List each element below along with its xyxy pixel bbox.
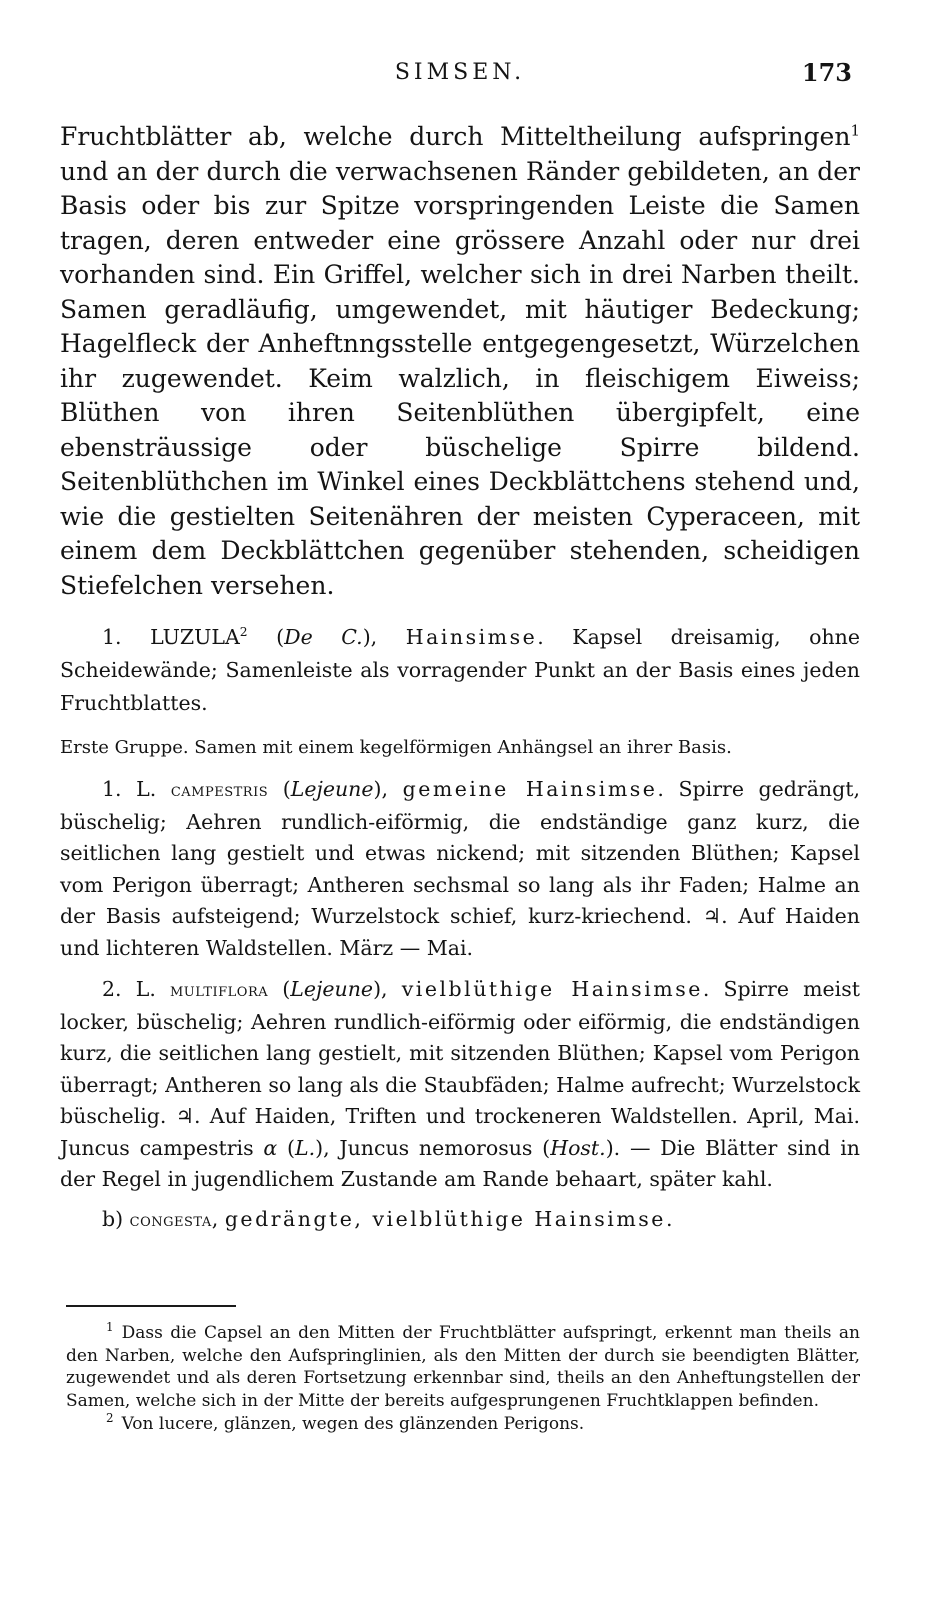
species-authority-open: ( — [268, 977, 291, 1001]
genus-common-name: Hainsimse — [405, 625, 538, 649]
synonym-authority-2: Host. — [550, 1135, 606, 1160]
species-authority: Lejeune — [290, 777, 374, 801]
genus-entry — [60, 621, 860, 720]
variety-label: b) — [102, 1206, 124, 1231]
species-epithet: campestris — [170, 780, 269, 801]
genus-authority-open: ( — [247, 625, 285, 649]
species-entry-2 — [60, 974, 860, 1196]
footnote-ref-1: 1 — [850, 121, 860, 140]
species-common-name: gemeine Hainsimse — [402, 777, 658, 801]
species-common-name: vielblüthige Hainsimse — [401, 977, 703, 1001]
species-entry-1 — [60, 774, 860, 964]
genus-number: 1. — [102, 625, 122, 649]
footnote-divider — [66, 1305, 236, 1307]
footnotes — [66, 1322, 860, 1436]
footnote-1 — [66, 1322, 860, 1412]
species-epithet: multiflora — [170, 980, 269, 1001]
species-number: 2. L. — [102, 977, 156, 1001]
page-number: 173 — [801, 58, 852, 87]
species-authority-close: ), — [373, 777, 403, 801]
main-paragraph — [60, 120, 860, 603]
synonym-variety: α — [263, 1135, 278, 1160]
footnote-2 — [66, 1413, 860, 1436]
genus-name: LUZULA — [150, 625, 240, 649]
variety-name: congesta — [129, 1209, 212, 1231]
synonym-authority-1: L. — [294, 1135, 316, 1160]
body-text — [60, 120, 860, 1236]
genus-description: . Kapsel dreisamig, ohne Scheidewände; Samenleiste als vorragender Punkt an der Basis eines jeden Fruchtblattes. — [60, 625, 861, 715]
species-note: ). — Die Blätter sind in der Regel in jugendlichem Zustande am Rande behaart, später kahl. — [60, 1135, 860, 1191]
species-authority-open: ( — [268, 777, 291, 801]
genus-authority-close: ), — [362, 625, 406, 649]
footnote-text: Dass die Capsel an den Mitten der Fruchtblätter aufspringt, erkennt man theils an den Narben, welche den Aufspringlinien, als den Mitten der durch sie beendigten Blätter, zugewendet und als deren Fortsetzung erkennbar sind, theils an den Anheftungstellen der Samen, welche sich in der Mitte der bereits aufgesprungenen Fruchtklappen befinden. — [66, 1323, 860, 1411]
footnote-ref-2: 2 — [239, 625, 248, 640]
group-heading: Erste Gruppe. Samen mit einem kegelförmigen Anhängsel an ihrer Basis. — [60, 737, 732, 758]
species-authority-close: ), — [373, 977, 402, 1001]
running-title: SIMSEN. — [394, 60, 526, 85]
species-number: 1. L. — [102, 777, 157, 801]
footnote-mark: 2 — [106, 1411, 114, 1426]
variety-entry — [60, 1204, 860, 1236]
footnote-mark: 1 — [106, 1320, 114, 1335]
species-description: . Spirre meist locker, büschelig; Aehren rundlich-eiförmig oder eiförmig, die endständigen kurz, die seitlichen lang gestielt, mit sitzenden Blüthen; Kapsel vom Perigon überragt; Antheren so lang als die Staubfäden; Halme aufrecht; Wurzelstock büschelig. ♃. Auf Haiden, Triften und trockeneren Waldstellen. April, Mai. Juncus campestris — [60, 977, 860, 1160]
synonym-open: ( — [277, 1135, 295, 1160]
synonym-text: ), Juncus nemorosus ( — [315, 1135, 551, 1160]
variety-separator: , — [211, 1206, 225, 1231]
species-description: . Spirre gedrängt, büschelig; Aehren rundlich-eiförmig, die endständige ganz kurz, die seitlichen lang gestielt und etwas nickend; mit sitzenden Blüthen; Kapsel vom Perigon überragt; Antheren sechsmal so lang als ihr Faden; Halme an der Basis aufsteigend; Wurzelstock schief, kurz-kriechend. ♃. Auf Haiden und lichteren Waldstellen. März — Mai. — [60, 777, 861, 960]
genus-authority: De C. — [284, 625, 363, 649]
page-header — [60, 60, 860, 100]
footnote-text: Von lucere, glänzen, wegen des glänzenden Perigons. — [121, 1414, 585, 1434]
main-text-rest: und an der durch die verwachsenen Ränder gebildeten, an der Basis oder bis zur Spitze vorspringenden Leiste die Samen tragen, deren entweder eine grössere Anzahl oder nur drei vorhanden sind. Ein Griffel, welcher sich in drei Narben theilt. Samen geradläufig, umgewendet, mit häutiger Bedeckung; Hagelfleck der Anheftnngsstelle entgegengesetzt, Würzelchen ihr zugewendet. Keim walzlich, in fleischigem Eiweiss; Blüthen von ihren Seitenblüthen übergipfelt, eine ebensträussige oder büschelige Spirre bildend. Seitenblüthchen im Winkel eines Deckblättchens stehend und, wie die gestielten Seitenähren der meisten Cyperaceen, mit einem dem Deckblättchen gegenüber stehenden, scheidigen Stiefelchen versehen. — [60, 156, 860, 600]
variety-common-name: gedrängte, vielblüthige Hainsimse. — [224, 1206, 675, 1231]
main-text-start: Fruchtblätter ab, welche durch Mitteltheilung aufspringen — [60, 122, 851, 151]
species-authority: Lejeune — [290, 977, 374, 1001]
